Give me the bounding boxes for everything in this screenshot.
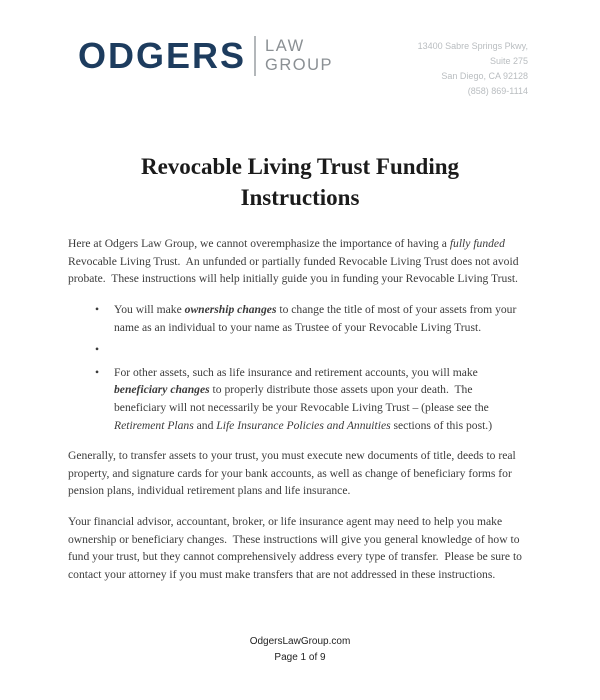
text-run-bold-italic: beneficiary changes — [114, 383, 210, 397]
bullet-text — [114, 301, 532, 336]
text-run-italic: Retirement Plans — [114, 418, 194, 432]
address-line-street: 13400 Sabre Springs Pkwy, — [417, 41, 528, 51]
logo-divider — [254, 36, 256, 76]
address-line-suite: Suite 275 — [489, 55, 528, 66]
text-run: to properly distribute those assets upon your death. The beneficiary will not necessarily be your Revocable Living Trust – (please see the — [114, 383, 492, 414]
bullet-list — [95, 301, 532, 434]
logo-subtext — [265, 37, 333, 75]
text-run-italic: Life Insurance Policies and Annuities — [216, 418, 391, 432]
document-title-line1: Revocable Living Trust Funding — [140, 154, 459, 180]
bullet-icon: • — [95, 302, 100, 316]
advisor-paragraph: Your financial advisor, accountant, broker, or life insurance agent may need to help you make ownership or beneficiary changes. These instructions will give you general knowledge of how to fund your trust, but they cannot comprehensively address every type of transfer. Please be sure to contact your attorney if you must make transfers that are not addressed in these instructions. — [68, 515, 525, 581]
text-run: For other assets, such as life insurance and retirement accounts, you will make — [114, 365, 481, 379]
text-run: and — [193, 418, 217, 432]
footer-page-number: Page 1 of 9 — [274, 652, 326, 663]
text-run: sections of this post.) — [390, 418, 493, 432]
bullet-icon: • — [95, 365, 100, 379]
logo-subtext-group: GROUP — [265, 56, 334, 74]
text-run: Revocable Living Trust. An unfunded or partially funded Revocable Living Trust does not avoid probate. These instructions will help initially guide you in funding your Revocable Living Trust. — [68, 237, 522, 286]
intro-paragraph — [68, 235, 532, 288]
bullet-icon: • — [95, 343, 100, 357]
bullet-text — [114, 364, 532, 434]
firm-address — [418, 36, 528, 98]
document-title — [0, 152, 600, 213]
letterhead — [0, 0, 600, 98]
text-run: Here at Odgers Law Group, we cannot overemphasize the importance of having a — [68, 237, 450, 251]
logo-subtext-law: LAW — [265, 37, 305, 56]
logo-wordmark: ODGERS — [78, 35, 247, 76]
odgers-law-group-logo — [78, 36, 333, 76]
document-title-line2: Instructions — [240, 184, 360, 210]
text-run: to change the title of most of your assets from your name as an individual to your name as Trustee of your Revocable Living Trust. — [114, 302, 520, 334]
transfer-paragraph: Generally, to transfer assets to your trust, you must execute new documents of title, deeds to real property, and signature cards for your bank accounts, as well as change of beneficiary forms for pension plans, individual retirement plans and life insurance. — [68, 449, 519, 498]
footer-website: OdgersLawGroup.com — [249, 636, 351, 647]
bullet-text-empty — [114, 341, 532, 359]
document-body — [68, 235, 532, 583]
list-item-ownership-changes — [95, 301, 532, 336]
text-run-italic: fully funded — [449, 237, 505, 251]
list-item-beneficiary-changes — [95, 364, 532, 434]
address-line-phone: (858) 869-1114 — [467, 85, 528, 96]
list-item-empty — [95, 341, 532, 359]
text-run: You will make — [114, 302, 185, 316]
address-line-city: San Diego, CA 92128 — [441, 70, 528, 81]
text-run-bold-italic: ownership changes — [184, 302, 277, 316]
page-footer — [0, 634, 600, 666]
